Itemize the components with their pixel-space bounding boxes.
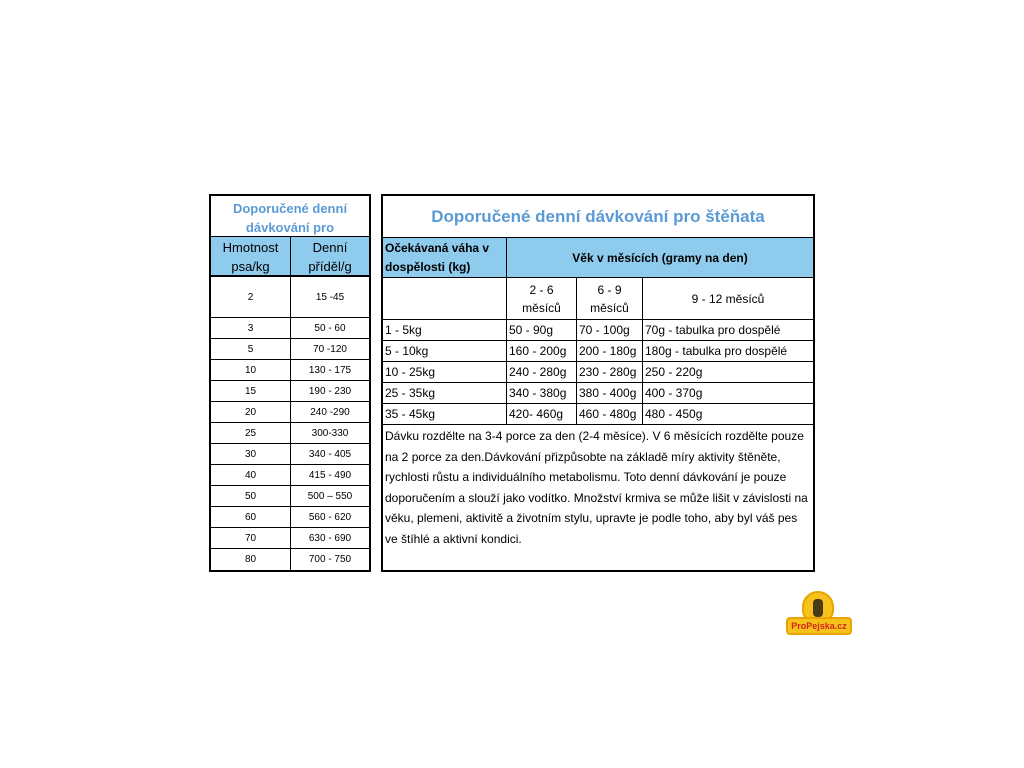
- cell-2-6-months: 240 - 280g: [507, 362, 577, 382]
- cell-weight: 50: [211, 486, 291, 506]
- cell-weight: 20: [211, 402, 291, 422]
- table-row: [211, 528, 369, 549]
- adult-table-header: [211, 237, 369, 277]
- table-row: [211, 318, 369, 339]
- subheader-empty: [383, 278, 507, 319]
- cell-6-9-months: 70 - 100g: [577, 320, 643, 340]
- table-row: [211, 507, 369, 528]
- cell-weight: 15: [211, 381, 291, 401]
- puppy-table-title: Doporučené denní dávkování pro štěňata: [383, 196, 813, 238]
- cell-weight: 5: [211, 339, 291, 359]
- cell-expected-weight: 25 - 35kg: [383, 383, 507, 403]
- table-row: [211, 486, 369, 507]
- logo-band: [786, 617, 852, 635]
- cell-expected-weight: 35 - 45kg: [383, 404, 507, 424]
- cell-weight: 40: [211, 465, 291, 485]
- cell-weight: 10: [211, 360, 291, 380]
- cell-9-12-months: 70g - tabulka pro dospělé: [645, 323, 781, 337]
- cell-ration: 500 – 550: [307, 490, 353, 502]
- cell-2-6-months: 340 - 380g: [507, 383, 577, 403]
- cell-9-12-months: 400 - 370g: [645, 386, 703, 400]
- cell-6-9-months: 200 - 180g: [577, 341, 643, 361]
- adult-table-body: [211, 277, 369, 570]
- cell-weight: 60: [211, 507, 291, 527]
- header-age-months: Věk v měsících (gramy na den): [572, 250, 748, 265]
- cell-6-9-months: 230 - 280g: [577, 362, 643, 382]
- cell-ration: 190 - 230: [308, 385, 352, 397]
- cell-ration: 130 - 175: [308, 364, 352, 376]
- cell-weight: 25: [211, 423, 291, 443]
- adult-table-title: Doporučené denní dávkování pro: [211, 196, 369, 237]
- cell-ration: 340 - 405: [308, 448, 352, 460]
- cell-weight: 3: [211, 318, 291, 338]
- table-row: [211, 381, 369, 402]
- cell-ration: 630 - 690: [308, 532, 352, 544]
- cell-ration: 50 - 60: [314, 322, 346, 334]
- cell-ration: 560 - 620: [308, 511, 352, 523]
- propejska-logo: [786, 591, 852, 639]
- subheader-6-9: 6 - 9 měsíců: [577, 278, 643, 319]
- table-row: [211, 277, 369, 318]
- cell-6-9-months: 460 - 480g: [577, 404, 643, 424]
- cell-weight: 2: [211, 277, 291, 317]
- table-row: [211, 465, 369, 486]
- cell-2-6-months: 160 - 200g: [507, 341, 577, 361]
- cell-ration: 15 -45: [315, 291, 345, 303]
- table-row: [211, 549, 369, 570]
- cell-ration: 415 - 490: [308, 469, 352, 481]
- header-expected-weight: Očekávaná váha v dospělosti (kg): [383, 238, 507, 277]
- cell-weight: 30: [211, 444, 291, 464]
- subheader-9-12: 9 - 12 měsíců: [691, 291, 765, 306]
- puppy-table-header: [383, 238, 813, 278]
- header-weight: Hmotnost psa/kg: [211, 237, 291, 275]
- table-row: [383, 341, 813, 362]
- table-row: [383, 362, 813, 383]
- cell-expected-weight: 5 - 10kg: [383, 341, 507, 361]
- table-row: [383, 320, 813, 341]
- cell-ration: 70 -120: [313, 343, 347, 355]
- cell-weight: 70: [211, 528, 291, 548]
- table-row: [211, 444, 369, 465]
- cell-ration: 700 - 750: [308, 554, 352, 565]
- cell-9-12-months: 250 - 220g: [645, 365, 703, 379]
- cell-ration: 300-330: [311, 427, 349, 439]
- feeding-note: Dávku rozdělte na 3-4 porce za den (2-4 měsíce). V 6 měsících rozdělte pouze na 2 porce za den.Dávkování přizpůsobte na základě míry aktivity štěněte, rychlosti růstu a individuálního metabolismu. Toto denní dávkování je pouze doporučením a slouží jako vodítko. Množství krmiva se může lišit v závislosti na věku, plemeni, aktivitě a životním stylu, upravte je podle toho, aby byl váš pes ve štíhlé a aktivní kondici.: [385, 429, 808, 546]
- cell-ration: 240 -290: [310, 406, 350, 418]
- puppy-table-body: [383, 320, 813, 425]
- cell-2-6-months: 50 - 90g: [507, 320, 577, 340]
- table-row: [211, 339, 369, 360]
- cell-expected-weight: 10 - 25kg: [383, 362, 507, 382]
- cell-2-6-months: 420- 460g: [507, 404, 577, 424]
- cell-9-12-months: 480 - 450g: [645, 407, 703, 421]
- age-subheader: [383, 278, 813, 320]
- table-row: [211, 402, 369, 423]
- logo-text: ProPejska.cz: [791, 621, 847, 631]
- table-row: [383, 404, 813, 425]
- table-row: [383, 383, 813, 404]
- cell-9-12-months: 180g - tabulka pro dospělé: [645, 344, 788, 358]
- adult-dosage-table: [209, 194, 371, 572]
- header-daily-ration: Denní příděl/g: [308, 240, 352, 274]
- table-row: [211, 360, 369, 381]
- puppy-dosage-table: [381, 194, 815, 572]
- cell-expected-weight: 1 - 5kg: [383, 320, 507, 340]
- table-row: [211, 423, 369, 444]
- cell-weight: 80: [211, 549, 291, 570]
- cell-6-9-months: 380 - 400g: [577, 383, 643, 403]
- subheader-2-6: 2 - 6 měsíců: [507, 278, 577, 319]
